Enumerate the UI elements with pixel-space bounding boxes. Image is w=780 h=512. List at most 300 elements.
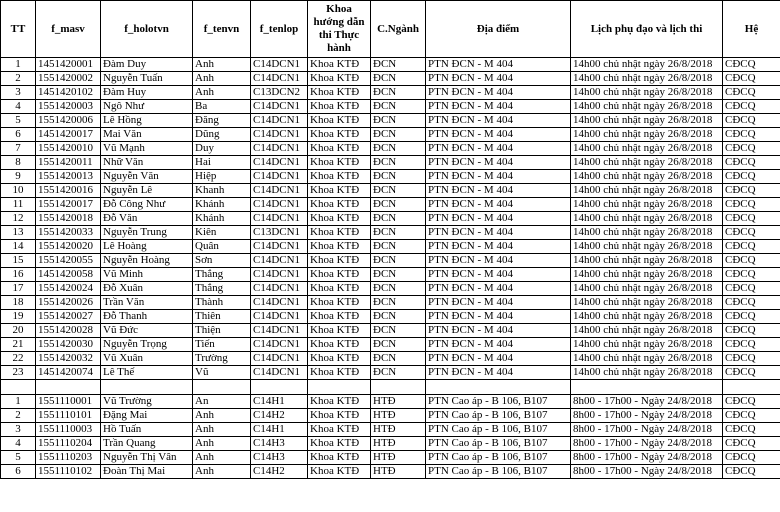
table-cell: Thắng: [193, 268, 251, 282]
table-cell: 1: [1, 395, 36, 409]
header-cell: Khoa hướng dẫn thi Thực hành: [308, 1, 371, 58]
table-row: [1, 170, 780, 184]
table-cell: 1551420018: [36, 212, 101, 226]
table-cell: Khoa KTĐ: [308, 366, 371, 380]
table-cell: ĐCN: [371, 198, 426, 212]
table-cell: Đỗ Văn: [101, 212, 193, 226]
table-cell: Hiệp: [193, 170, 251, 184]
table-cell: Khoa KTĐ: [308, 451, 371, 465]
header-cell: C.Ngành: [371, 1, 426, 58]
table-cell: ĐCN: [371, 212, 426, 226]
table-cell: C14DCN1: [251, 352, 308, 366]
table-cell: Khoa KTĐ: [308, 170, 371, 184]
table-cell: 12: [1, 212, 36, 226]
table-cell: C14DCN1: [251, 128, 308, 142]
table-cell: Hồ Tuấn: [101, 423, 193, 437]
table-cell: Lê Hoàng: [101, 240, 193, 254]
table-cell: PTN ĐCN - M 404: [426, 100, 571, 114]
table-cell: Sơn: [193, 254, 251, 268]
table-cell: 14h00 chủ nhật ngày 26/8/2018: [571, 282, 723, 296]
table-cell: Anh: [193, 437, 251, 451]
table-cell: Khoa KTĐ: [308, 226, 371, 240]
table-cell: 14h00 chủ nhật ngày 26/8/2018: [571, 58, 723, 72]
table-cell: Khoa KTĐ: [308, 212, 371, 226]
table-cell: 7: [1, 142, 36, 156]
table-cell: Đỗ Xuân: [101, 282, 193, 296]
table-cell: Vũ Xuân: [101, 352, 193, 366]
table-cell: 14h00 chủ nhật ngày 26/8/2018: [571, 170, 723, 184]
table-cell: 8h00 - 17h00 - Ngày 24/8/2018: [571, 451, 723, 465]
table-row: [1, 296, 780, 310]
empty-cell: [426, 380, 571, 395]
table-cell: Khoa KTĐ: [308, 198, 371, 212]
table-cell: C14DCN1: [251, 254, 308, 268]
table-cell: ĐCN: [371, 114, 426, 128]
table-cell: Hai: [193, 156, 251, 170]
table-row: [1, 212, 780, 226]
table-cell: Trần Văn: [101, 296, 193, 310]
table-cell: 5: [1, 114, 36, 128]
table-cell: 14: [1, 240, 36, 254]
table-cell: ĐCN: [371, 366, 426, 380]
header-cell: TT: [1, 1, 36, 58]
table-row: [1, 324, 780, 338]
table-cell: 8h00 - 17h00 - Ngày 24/8/2018: [571, 395, 723, 409]
table-cell: ĐCN: [371, 282, 426, 296]
table-cell: C14DCN1: [251, 72, 308, 86]
table-cell: 1551420016: [36, 184, 101, 198]
table-cell: Đàm Duy: [101, 58, 193, 72]
table-cell: ĐCN: [371, 86, 426, 100]
table-cell: 4: [1, 437, 36, 451]
table-cell: C14H3: [251, 437, 308, 451]
table-cell: 1551420020: [36, 240, 101, 254]
table-cell: 14h00 chủ nhật ngày 26/8/2018: [571, 240, 723, 254]
table-row: [1, 268, 780, 282]
table-cell: Vũ Trường: [101, 395, 193, 409]
table-cell: PTN ĐCN - M 404: [426, 366, 571, 380]
header-cell: f_tenlop: [251, 1, 308, 58]
table-cell: HTĐ: [371, 437, 426, 451]
table-cell: 8h00 - 17h00 - Ngày 24/8/2018: [571, 423, 723, 437]
table-cell: 1551420033: [36, 226, 101, 240]
table-cell: CĐCQ: [723, 156, 780, 170]
empty-cell: [571, 380, 723, 395]
table-cell: Khánh: [193, 198, 251, 212]
table-cell: 1551110003: [36, 423, 101, 437]
table-cell: Khoa KTĐ: [308, 296, 371, 310]
table-cell: 1551110204: [36, 437, 101, 451]
table-row: [1, 310, 780, 324]
table-cell: Anh: [193, 58, 251, 72]
table-cell: C14DCN1: [251, 114, 308, 128]
table-cell: HTĐ: [371, 451, 426, 465]
table-cell: 14h00 chủ nhật ngày 26/8/2018: [571, 100, 723, 114]
table-cell: HTĐ: [371, 395, 426, 409]
table-cell: Khoa KTĐ: [308, 352, 371, 366]
table-row: [1, 254, 780, 268]
table-cell: 14h00 chủ nhật ngày 26/8/2018: [571, 254, 723, 268]
table-cell: CĐCQ: [723, 282, 780, 296]
table-cell: Trường: [193, 352, 251, 366]
table-cell: CĐCQ: [723, 170, 780, 184]
table-cell: ĐCN: [371, 170, 426, 184]
table-cell: Đăng: [193, 114, 251, 128]
table-cell: 1551420026: [36, 296, 101, 310]
table-cell: 1451420001: [36, 58, 101, 72]
empty-cell: [193, 380, 251, 395]
table-cell: 1551420024: [36, 282, 101, 296]
table-cell: 1451420102: [36, 86, 101, 100]
table-cell: Khoa KTĐ: [308, 86, 371, 100]
table-cell: Khoa KTĐ: [308, 142, 371, 156]
table-cell: ĐCN: [371, 72, 426, 86]
table-cell: 1551420006: [36, 114, 101, 128]
table-cell: 1551420028: [36, 324, 101, 338]
table-cell: 14h00 chủ nhật ngày 26/8/2018: [571, 296, 723, 310]
table-cell: Nhữ Văn: [101, 156, 193, 170]
table-cell: Ngô Như: [101, 100, 193, 114]
table-cell: 1551420013: [36, 170, 101, 184]
table-cell: PTN Cao áp - B 106, B107: [426, 409, 571, 423]
table-cell: 14h00 chủ nhật ngày 26/8/2018: [571, 268, 723, 282]
table-cell: Đỗ Thanh: [101, 310, 193, 324]
table-cell: C14DCN1: [251, 310, 308, 324]
table-cell: 14h00 chủ nhật ngày 26/8/2018: [571, 338, 723, 352]
table-cell: C14DCN1: [251, 156, 308, 170]
table-cell: 4: [1, 100, 36, 114]
table-cell: 1551420027: [36, 310, 101, 324]
table-cell: CĐCQ: [723, 324, 780, 338]
table-cell: ĐCN: [371, 142, 426, 156]
table-cell: Anh: [193, 451, 251, 465]
table-row: [1, 156, 780, 170]
blank-separator-row: [1, 380, 780, 395]
table-cell: Tiến: [193, 338, 251, 352]
table-cell: C14DCN1: [251, 142, 308, 156]
table-cell: ĐCN: [371, 254, 426, 268]
table-cell: 20: [1, 324, 36, 338]
table-cell: Lê Thế: [101, 366, 193, 380]
table-cell: CĐCQ: [723, 226, 780, 240]
table-cell: C14DCN1: [251, 296, 308, 310]
table-cell: Đàm Huy: [101, 86, 193, 100]
table-row: [1, 72, 780, 86]
table-cell: CĐCQ: [723, 142, 780, 156]
table-cell: 2: [1, 72, 36, 86]
table-cell: PTN ĐCN - M 404: [426, 58, 571, 72]
table-cell: 10: [1, 184, 36, 198]
table-cell: Khoa KTĐ: [308, 240, 371, 254]
table-cell: ĐCN: [371, 352, 426, 366]
table-cell: Vũ Mạnh: [101, 142, 193, 156]
table-cell: PTN ĐCN - M 404: [426, 226, 571, 240]
table-cell: PTN ĐCN - M 404: [426, 268, 571, 282]
table-cell: 14h00 chủ nhật ngày 26/8/2018: [571, 352, 723, 366]
table-cell: Khoa KTĐ: [308, 282, 371, 296]
table-cell: 1551420055: [36, 254, 101, 268]
table-cell: Vũ: [193, 366, 251, 380]
table-cell: CĐCQ: [723, 437, 780, 451]
table-row: [1, 86, 780, 100]
table-cell: PTN ĐCN - M 404: [426, 128, 571, 142]
table-cell: HTĐ: [371, 465, 426, 479]
table-cell: 19: [1, 310, 36, 324]
table-cell: PTN Cao áp - B 106, B107: [426, 423, 571, 437]
table-cell: PTN ĐCN - M 404: [426, 184, 571, 198]
table-cell: CĐCQ: [723, 58, 780, 72]
table-cell: CĐCQ: [723, 128, 780, 142]
table-cell: C14DCN1: [251, 212, 308, 226]
table-cell: Nguyễn Tuấn: [101, 72, 193, 86]
table-cell: C14DCN1: [251, 240, 308, 254]
table-cell: PTN ĐCN - M 404: [426, 282, 571, 296]
table-row: [1, 423, 780, 437]
table-cell: Khoa KTĐ: [308, 423, 371, 437]
table-row: [1, 465, 780, 479]
table-row: [1, 226, 780, 240]
header-cell: Địa điểm: [426, 1, 571, 58]
table-cell: ĐCN: [371, 240, 426, 254]
table-cell: C14DCN1: [251, 58, 308, 72]
table-cell: 8h00 - 17h00 - Ngày 24/8/2018: [571, 465, 723, 479]
table-cell: 14h00 chủ nhật ngày 26/8/2018: [571, 86, 723, 100]
table-cell: C13DCN2: [251, 86, 308, 100]
table-cell: Khoa KTĐ: [308, 324, 371, 338]
table-cell: 14h00 chủ nhật ngày 26/8/2018: [571, 310, 723, 324]
table-cell: 14h00 chủ nhật ngày 26/8/2018: [571, 226, 723, 240]
table-cell: C14DCN1: [251, 282, 308, 296]
table-row: [1, 395, 780, 409]
table-cell: Trần Quang: [101, 437, 193, 451]
table-cell: 1551110203: [36, 451, 101, 465]
table-cell: ĐCN: [371, 226, 426, 240]
table-cell: CĐCQ: [723, 268, 780, 282]
table-cell: CĐCQ: [723, 254, 780, 268]
table-cell: CĐCQ: [723, 465, 780, 479]
table-cell: ĐCN: [371, 100, 426, 114]
table-cell: CĐCQ: [723, 409, 780, 423]
table-cell: Duy: [193, 142, 251, 156]
table-cell: Khoa KTĐ: [308, 254, 371, 268]
table-cell: CĐCQ: [723, 86, 780, 100]
table-cell: 1551110001: [36, 395, 101, 409]
table-cell: 16: [1, 268, 36, 282]
table-cell: 21: [1, 338, 36, 352]
table-cell: C14DCN1: [251, 338, 308, 352]
table-cell: PTN ĐCN - M 404: [426, 72, 571, 86]
table-cell: Khoa KTĐ: [308, 310, 371, 324]
table-cell: Đoàn Thị Mai: [101, 465, 193, 479]
table-row: [1, 282, 780, 296]
empty-cell: [308, 380, 371, 395]
table-cell: ĐCN: [371, 338, 426, 352]
table-cell: CĐCQ: [723, 352, 780, 366]
table-cell: C14H3: [251, 451, 308, 465]
table-row: [1, 451, 780, 465]
table-cell: Khoa KTĐ: [308, 338, 371, 352]
table-cell: 2: [1, 409, 36, 423]
table-cell: Mai Văn: [101, 128, 193, 142]
table-cell: Khoa KTĐ: [308, 465, 371, 479]
table-cell: PTN ĐCN - M 404: [426, 156, 571, 170]
table-cell: ĐCN: [371, 310, 426, 324]
table-cell: 6: [1, 465, 36, 479]
table-cell: PTN ĐCN - M 404: [426, 170, 571, 184]
header-cell: f_tenvn: [193, 1, 251, 58]
table-cell: 14h00 chủ nhật ngày 26/8/2018: [571, 366, 723, 380]
table-cell: 14h00 chủ nhật ngày 26/8/2018: [571, 114, 723, 128]
table-cell: Khoa KTĐ: [308, 114, 371, 128]
table-cell: 1451420074: [36, 366, 101, 380]
table-cell: Thành: [193, 296, 251, 310]
table-cell: 15: [1, 254, 36, 268]
table-cell: Thiện: [193, 324, 251, 338]
header-cell: f_masv: [36, 1, 101, 58]
empty-cell: [723, 380, 780, 395]
table-cell: 14h00 chủ nhật ngày 26/8/2018: [571, 184, 723, 198]
table-cell: ĐCN: [371, 128, 426, 142]
table-cell: Khoa KTĐ: [308, 156, 371, 170]
table-cell: Kiên: [193, 226, 251, 240]
table-cell: 1551110101: [36, 409, 101, 423]
table-cell: Thắng: [193, 282, 251, 296]
table-cell: 6: [1, 128, 36, 142]
table-cell: 14h00 chủ nhật ngày 26/8/2018: [571, 324, 723, 338]
header-cell: f_holotvn: [101, 1, 193, 58]
table-cell: C14DCN1: [251, 198, 308, 212]
table-cell: Khánh: [193, 212, 251, 226]
table-cell: 1451420058: [36, 268, 101, 282]
table-cell: 14h00 chủ nhật ngày 26/8/2018: [571, 156, 723, 170]
table-cell: PTN Cao áp - B 106, B107: [426, 465, 571, 479]
table-cell: Anh: [193, 465, 251, 479]
table-cell: PTN ĐCN - M 404: [426, 142, 571, 156]
table-cell: PTN ĐCN - M 404: [426, 212, 571, 226]
table-cell: C14H2: [251, 465, 308, 479]
table-cell: CĐCQ: [723, 240, 780, 254]
table-cell: 1: [1, 58, 36, 72]
table-cell: C14H2: [251, 409, 308, 423]
table-cell: Anh: [193, 72, 251, 86]
table-cell: 1551420003: [36, 100, 101, 114]
table-cell: 1451420017: [36, 128, 101, 142]
empty-cell: [251, 380, 308, 395]
table-cell: C14DCN1: [251, 324, 308, 338]
table-row: [1, 409, 780, 423]
table-cell: Khoa KTĐ: [308, 100, 371, 114]
table-cell: Thiên: [193, 310, 251, 324]
table-row: [1, 128, 780, 142]
table-row: [1, 114, 780, 128]
table-row: [1, 58, 780, 72]
table-cell: Khoa KTĐ: [308, 268, 371, 282]
table-row: [1, 437, 780, 451]
table-cell: 13: [1, 226, 36, 240]
table-cell: PTN ĐCN - M 404: [426, 338, 571, 352]
table-cell: Nguyễn Hoàng: [101, 254, 193, 268]
table-cell: HTĐ: [371, 409, 426, 423]
table-cell: Khoa KTĐ: [308, 72, 371, 86]
table-cell: C13DCN1: [251, 226, 308, 240]
table-cell: Khoa KTĐ: [308, 409, 371, 423]
empty-cell: [371, 380, 426, 395]
table-cell: 3: [1, 423, 36, 437]
table-cell: Khoa KTĐ: [308, 437, 371, 451]
table-cell: PTN ĐCN - M 404: [426, 324, 571, 338]
table-cell: C14H1: [251, 395, 308, 409]
header-row: [1, 1, 780, 58]
table-cell: Nguyễn Lê: [101, 184, 193, 198]
table-cell: CĐCQ: [723, 100, 780, 114]
table-cell: 14h00 chủ nhật ngày 26/8/2018: [571, 142, 723, 156]
table-cell: C14DCN1: [251, 100, 308, 114]
table-cell: CĐCQ: [723, 212, 780, 226]
table-cell: 17: [1, 282, 36, 296]
table-cell: PTN Cao áp - B 106, B107: [426, 437, 571, 451]
table-cell: 1551420011: [36, 156, 101, 170]
table-cell: 1551420017: [36, 198, 101, 212]
table-cell: ĐCN: [371, 184, 426, 198]
table-cell: CĐCQ: [723, 72, 780, 86]
table-cell: C14DCN1: [251, 366, 308, 380]
table-cell: 14h00 chủ nhật ngày 26/8/2018: [571, 212, 723, 226]
table-cell: PTN ĐCN - M 404: [426, 114, 571, 128]
table-row: [1, 184, 780, 198]
table-cell: PTN ĐCN - M 404: [426, 310, 571, 324]
table-row: [1, 366, 780, 380]
table-cell: CĐCQ: [723, 296, 780, 310]
table-cell: Lê Hồng: [101, 114, 193, 128]
table-body: [1, 58, 780, 479]
table-cell: CĐCQ: [723, 366, 780, 380]
empty-cell: [36, 380, 101, 395]
table-cell: Nguyễn Trọng: [101, 338, 193, 352]
table-cell: Ba: [193, 100, 251, 114]
table-row: [1, 198, 780, 212]
table-cell: PTN ĐCN - M 404: [426, 240, 571, 254]
table-cell: 8h00 - 17h00 - Ngày 24/8/2018: [571, 409, 723, 423]
table-cell: Nguyễn Văn: [101, 170, 193, 184]
table-cell: PTN ĐCN - M 404: [426, 198, 571, 212]
table-cell: CĐCQ: [723, 198, 780, 212]
table-cell: 1551420002: [36, 72, 101, 86]
table-cell: PTN Cao áp - B 106, B107: [426, 451, 571, 465]
table-cell: C14DCN1: [251, 184, 308, 198]
table-cell: 18: [1, 296, 36, 310]
table-cell: 11: [1, 198, 36, 212]
table-row: [1, 240, 780, 254]
table-cell: 23: [1, 366, 36, 380]
table-cell: CĐCQ: [723, 310, 780, 324]
table-cell: PTN ĐCN - M 404: [426, 352, 571, 366]
table-row: [1, 100, 780, 114]
table-cell: CĐCQ: [723, 114, 780, 128]
empty-cell: [1, 380, 36, 395]
table-cell: CĐCQ: [723, 338, 780, 352]
table-cell: Quân: [193, 240, 251, 254]
table-cell: Nguyễn Trung: [101, 226, 193, 240]
empty-cell: [101, 380, 193, 395]
table-cell: 1551420032: [36, 352, 101, 366]
table-row: [1, 142, 780, 156]
table-cell: 3: [1, 86, 36, 100]
table-cell: Anh: [193, 423, 251, 437]
table-cell: Khoa KTĐ: [308, 128, 371, 142]
table-cell: Khoa KTĐ: [308, 395, 371, 409]
table-cell: Anh: [193, 86, 251, 100]
table-cell: PTN Cao áp - B 106, B107: [426, 395, 571, 409]
